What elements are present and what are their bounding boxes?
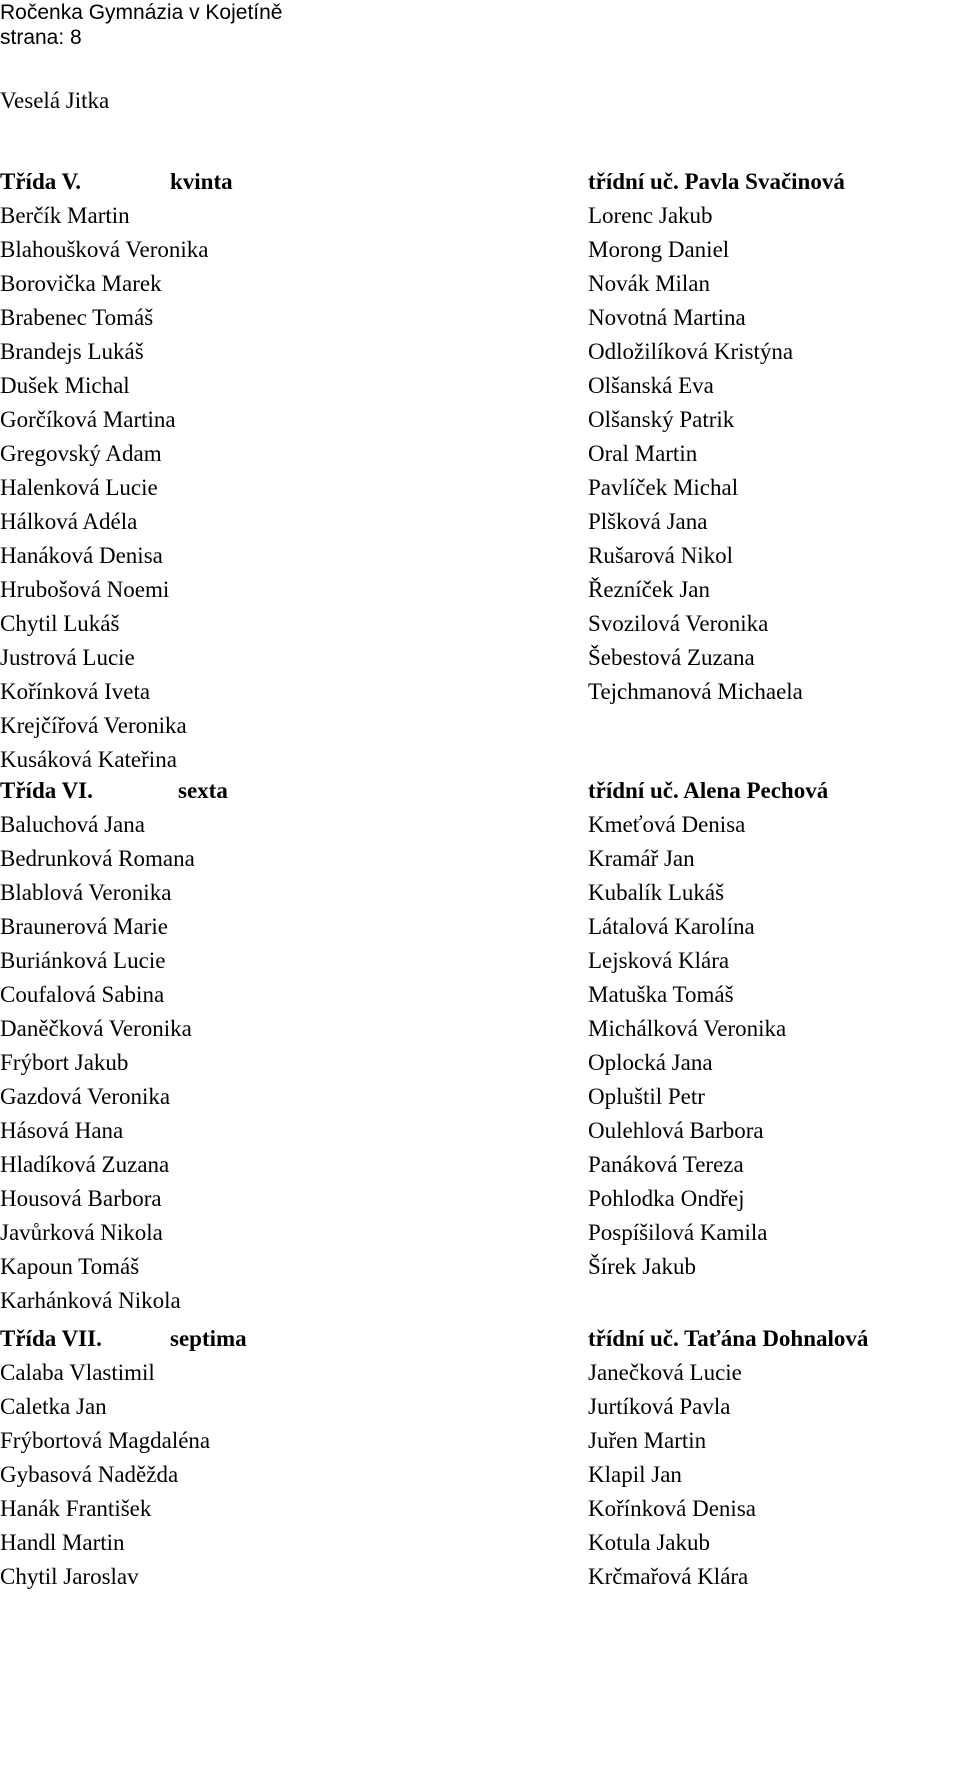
class-name: septima bbox=[170, 1326, 247, 1351]
student-name: Buriánková Lucie bbox=[0, 948, 166, 973]
student-list-right bbox=[588, 1356, 756, 1594]
student-name: Borovička Marek bbox=[0, 271, 162, 296]
student-name: Dušek Michal bbox=[0, 373, 130, 398]
student-name: Lorenc Jakub bbox=[588, 203, 713, 228]
student-name: Kusáková Kateřina bbox=[0, 747, 177, 772]
student-name: Baluchová Jana bbox=[0, 812, 145, 837]
class-label: Třída VI. bbox=[0, 778, 93, 803]
student-name: Brandejs Lukáš bbox=[0, 339, 144, 364]
student-name: Coufalová Sabina bbox=[0, 982, 165, 1007]
class-heading bbox=[0, 1322, 960, 1356]
student-name: Pohlodka Ondřej bbox=[588, 1186, 745, 1211]
student-name: Justrová Lucie bbox=[0, 645, 135, 670]
student-name: Janečková Lucie bbox=[588, 1360, 742, 1385]
yearbook-title: Ročenka Gymnázia v Kojetíně bbox=[0, 1, 283, 24]
student-name: Gorčíková Martina bbox=[0, 407, 176, 432]
student-name: Odložilíková Kristýna bbox=[588, 339, 794, 364]
student-name: Frýbortová Magdaléna bbox=[0, 1428, 211, 1453]
student-name: Šírek Jakub bbox=[588, 1254, 696, 1279]
student-name: Kramář Jan bbox=[588, 846, 695, 871]
student-name: Svozilová Veronika bbox=[588, 611, 769, 636]
student-name: Pospíšilová Kamila bbox=[588, 1220, 768, 1245]
student-name: Hanák František bbox=[0, 1496, 152, 1521]
class-heading bbox=[0, 774, 960, 808]
student-name: Blablová Veronika bbox=[0, 880, 172, 905]
student-name: Bedrunková Romana bbox=[0, 846, 195, 871]
student-name: Juřen Martin bbox=[588, 1428, 707, 1453]
student-list-right bbox=[588, 199, 803, 709]
page-number: strana: 8 bbox=[0, 26, 82, 49]
student-name: Frýbort Jakub bbox=[0, 1050, 129, 1075]
student-name: Jurtíková Pavla bbox=[588, 1394, 731, 1419]
student-name: Blahoušková Veronika bbox=[0, 237, 209, 262]
student-name: Šebestová Zuzana bbox=[588, 645, 755, 670]
student-name: Novotná Martina bbox=[588, 305, 746, 330]
class-section-kvinta bbox=[0, 165, 960, 772]
student-name: Kořínková Iveta bbox=[0, 679, 151, 704]
student-name: Oulehlová Barbora bbox=[588, 1118, 764, 1143]
student-name: Kořínková Denisa bbox=[588, 1496, 756, 1521]
student-name: Pavlíček Michal bbox=[588, 475, 739, 500]
class-heading bbox=[0, 165, 960, 199]
student-name: Gazdová Veronika bbox=[0, 1084, 171, 1109]
student-name: Chytil Jaroslav bbox=[0, 1564, 139, 1589]
student-name: Gregovský Adam bbox=[0, 441, 162, 466]
student-name: Braunerová Marie bbox=[0, 914, 168, 939]
class-teacher: třídní uč. Alena Pechová bbox=[588, 778, 829, 803]
student-name: Matuška Tomáš bbox=[588, 982, 734, 1007]
student-name: Berčík Martin bbox=[0, 203, 130, 228]
student-name: Daněčková Veronika bbox=[0, 1016, 192, 1041]
student-name: Olšanská Eva bbox=[588, 373, 714, 398]
author-name: Veselá Jitka bbox=[0, 88, 110, 113]
student-list-left bbox=[0, 808, 195, 1318]
class-name: kvinta bbox=[170, 169, 233, 194]
student-name: Housová Barbora bbox=[0, 1186, 162, 1211]
student-name: Gybasová Naděžda bbox=[0, 1462, 179, 1487]
student-name: Chytil Lukáš bbox=[0, 611, 120, 636]
student-list-left bbox=[0, 199, 208, 777]
student-name: Kmeťová Denisa bbox=[588, 812, 746, 837]
student-name: Panáková Tereza bbox=[588, 1152, 744, 1177]
student-list-left bbox=[0, 1356, 210, 1594]
student-name: Hanáková Denisa bbox=[0, 543, 163, 568]
student-name: Hladíková Zuzana bbox=[0, 1152, 170, 1177]
student-name: Halenková Lucie bbox=[0, 475, 158, 500]
student-name: Handl Martin bbox=[0, 1530, 125, 1555]
class-teacher: třídní uč. Pavla Svačinová bbox=[588, 169, 845, 194]
student-name: Klapil Jan bbox=[588, 1462, 682, 1487]
class-section-septima bbox=[0, 1322, 960, 1589]
student-name: Karhánková Nikola bbox=[0, 1288, 181, 1313]
student-name: Lejsková Klára bbox=[588, 948, 730, 973]
student-name: Látalová Karolína bbox=[588, 914, 755, 939]
student-name: Tejchmanová Michaela bbox=[588, 679, 803, 704]
student-name: Plšková Jana bbox=[588, 509, 708, 534]
student-name: Řezníček Jan bbox=[588, 577, 710, 602]
student-name: Morong Daniel bbox=[588, 237, 730, 262]
student-name: Hálková Adéla bbox=[0, 509, 138, 534]
student-name: Brabenec Tomáš bbox=[0, 305, 154, 330]
student-name: Opluštil Petr bbox=[588, 1084, 705, 1109]
student-name: Michálková Veronika bbox=[588, 1016, 787, 1041]
student-name: Krčmařová Klára bbox=[588, 1564, 749, 1589]
class-label: Třída V. bbox=[0, 169, 81, 194]
student-name: Calaba Vlastimil bbox=[0, 1360, 155, 1385]
class-section-sexta bbox=[0, 774, 960, 1313]
student-name: Oral Martin bbox=[588, 441, 698, 466]
student-name: Hrubošová Noemi bbox=[0, 577, 170, 602]
student-name: Oplocká Jana bbox=[588, 1050, 713, 1075]
student-name: Hásová Hana bbox=[0, 1118, 124, 1143]
student-name: Kapoun Tomáš bbox=[0, 1254, 140, 1279]
student-name: Caletka Jan bbox=[0, 1394, 107, 1419]
student-name: Novák Milan bbox=[588, 271, 711, 296]
student-list-right bbox=[588, 808, 786, 1284]
student-name: Olšanský Patrik bbox=[588, 407, 735, 432]
class-name: sexta bbox=[178, 778, 228, 803]
student-name: Rušarová Nikol bbox=[588, 543, 734, 568]
class-teacher: třídní uč. Taťána Dohnalová bbox=[588, 1326, 869, 1351]
class-label: Třída VII. bbox=[0, 1326, 102, 1351]
student-name: Kubalík Lukáš bbox=[588, 880, 725, 905]
student-name: Kotula Jakub bbox=[588, 1530, 711, 1555]
student-name: Javůrková Nikola bbox=[0, 1220, 163, 1245]
student-name: Krejčířová Veronika bbox=[0, 713, 187, 738]
